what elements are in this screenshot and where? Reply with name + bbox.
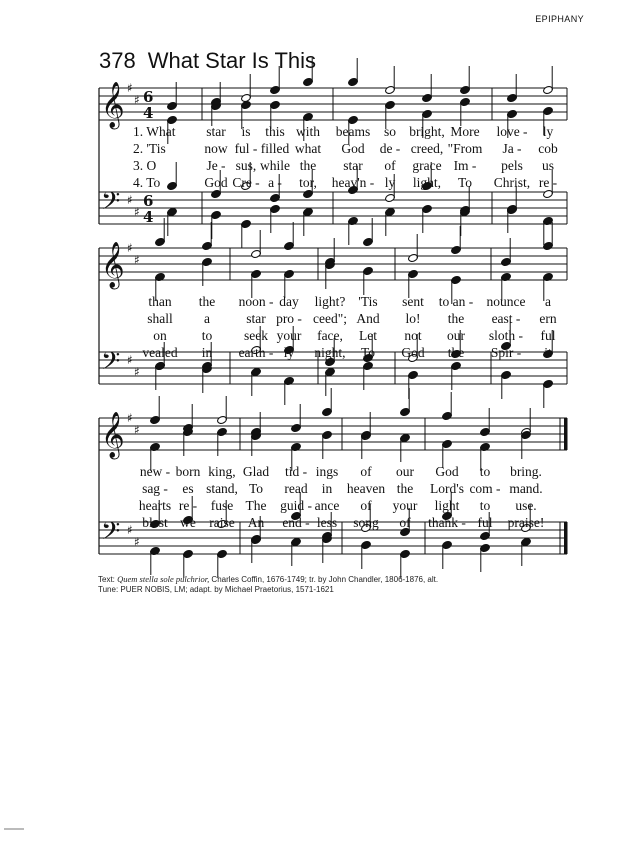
lyric-syllable: born (175, 464, 201, 479)
section-label: EPIPHANY (535, 14, 584, 24)
lyric-syllable: ern (539, 311, 557, 326)
time-signature-top: 6 (143, 88, 154, 106)
lyric-syllable: Ja - (502, 141, 522, 156)
lyric-syllable: tid - (284, 464, 308, 479)
sharp-icon: ♯ (127, 523, 133, 537)
lyric-syllable: east - (491, 311, 521, 326)
lyric-syllable: star (246, 311, 266, 326)
lyric-syllable: The (245, 498, 267, 513)
lyric-syllable: seek (244, 328, 268, 343)
lyric-syllable: stand, (206, 481, 238, 496)
lyric-syllable: us (541, 158, 555, 173)
lyric-syllable: we (180, 515, 196, 530)
lyric-syllable: creed, (410, 141, 444, 156)
lyric-syllable: the (447, 345, 465, 360)
lyric-syllable: To (248, 481, 264, 496)
lyric-syllable: of (399, 515, 411, 530)
text-credit: Text: Quem stella sole pulchrior, Charles Coffin, 1676-1749; tr. by John Chandler, 1806-1876, alt. (98, 574, 439, 584)
lyric-syllable: fuse (210, 498, 234, 513)
lyric-syllable: so (383, 124, 397, 139)
lyric-syllable: earth - (238, 345, 274, 360)
sharp-icon: ♯ (127, 81, 133, 95)
lyric-syllable: 'Tis (358, 294, 378, 309)
lyric-syllable: light, (412, 175, 442, 190)
sharp-icon: ♯ (127, 193, 133, 207)
bass-clef-icon: 𝄢 (101, 187, 121, 222)
lyric-syllable: re - (538, 175, 558, 190)
lyric-syllable: read (284, 481, 308, 496)
sharp-icon: ♯ (127, 353, 133, 367)
lyric-syllable: praise! (507, 515, 545, 530)
lyric-syllable: 1. What (133, 124, 176, 139)
lyric-syllable: And (356, 311, 380, 326)
lyric-syllable: star (343, 158, 363, 173)
lyric-syllable: love - (496, 124, 528, 139)
hymn-title-text: What Star Is This (147, 48, 317, 73)
lyric-syllable: to (479, 464, 491, 479)
lyric-syllable: this (265, 124, 285, 139)
lyric-syllable: light? (314, 294, 346, 309)
lyric-syllable: "From (447, 141, 483, 156)
treble-clef-icon: 𝄞 (101, 412, 125, 458)
text-source-title: Quem stella sole pulchrior, (117, 574, 210, 584)
lyric-syllable: to an - (438, 294, 474, 309)
lyric-syllable: day (279, 294, 299, 309)
sharp-icon: ♯ (134, 93, 140, 107)
lyric-syllable: end - (282, 515, 310, 530)
lyric-syllable: light (434, 498, 460, 513)
lyric-syllable: is (241, 124, 251, 139)
lyric-syllable: pro - (276, 311, 302, 326)
lyric-syllable: what (294, 141, 322, 156)
sharp-icon: ♯ (134, 253, 140, 267)
lyric-syllable: the (198, 294, 216, 309)
lyric-syllable: Let (359, 328, 377, 343)
lyric-syllable: Christ, (493, 175, 531, 190)
hymn-number: 378 (99, 48, 136, 73)
lyric-syllable: a (545, 294, 551, 309)
lyric-syllable: 3. O (133, 158, 157, 173)
lyric-syllable: noon - (238, 294, 274, 309)
lyric-syllable: than (148, 294, 172, 309)
lyric-syllable: ly (384, 175, 396, 190)
lyric-syllable: in (201, 345, 213, 360)
lyric-syllable: God (401, 345, 425, 360)
lyric-syllable: our (396, 464, 414, 479)
lyric-syllable: on (153, 328, 167, 343)
lyric-syllable: sloth - (488, 328, 524, 343)
lyric-syllable: ly (542, 124, 554, 139)
lyric-syllable: to (479, 498, 491, 513)
lyric-syllable: thank - (428, 515, 466, 530)
lyric-syllable: your (392, 498, 418, 513)
sharp-icon: ♯ (134, 423, 140, 437)
lyric-syllable: Cre - (232, 175, 260, 190)
lyric-syllable: song (353, 515, 379, 530)
lyric-syllable: God (204, 175, 228, 190)
lyric-syllable: a - (268, 175, 282, 190)
lyric-syllable: while (260, 158, 290, 173)
lyric-syllable: shall (147, 311, 173, 326)
lyric-syllable: cob (538, 141, 558, 156)
lyric-syllable: pels (501, 158, 523, 173)
lyric-syllable: ings (315, 464, 339, 479)
lyric-syllable: king, (208, 464, 236, 479)
sharp-icon: ♯ (134, 365, 140, 379)
lyric-syllable: with (295, 124, 321, 139)
lyric-syllable: blest (142, 515, 168, 530)
corner-mark (4, 828, 24, 830)
lyric-syllable: now (204, 141, 228, 156)
treble-clef-icon: 𝄞 (101, 82, 125, 128)
sharp-icon: ♯ (134, 205, 140, 219)
lyric-syllable: sent (402, 294, 424, 309)
lyric-syllable: it (544, 345, 552, 360)
lyric-syllable: mand. (509, 481, 543, 496)
lyric-syllable: grace (412, 158, 442, 173)
lyric-syllable: of (360, 498, 372, 513)
lyric-syllable: heaven (346, 481, 386, 496)
lyric-syllable: Je - (206, 158, 226, 173)
lyric-syllable: star (206, 124, 226, 139)
lyric-syllable: ance (314, 498, 340, 513)
credits (98, 574, 438, 595)
lyric-syllable: the (396, 481, 414, 496)
time-signature-bottom: 4 (143, 208, 154, 226)
final-barline (564, 418, 567, 450)
sharp-icon: ♯ (127, 411, 133, 425)
lyric-syllable: your (276, 328, 302, 343)
lyric-syllable: bright, (409, 124, 445, 139)
lyric-syllable: 4. To (133, 175, 161, 190)
lyric-syllable: To (360, 345, 376, 360)
lyric-syllable: use. (515, 498, 537, 513)
lyric-syllable: ceed"; (313, 311, 347, 326)
lyric-syllable: filled (260, 141, 290, 156)
lyric-syllable: beams (335, 124, 371, 139)
lyric-syllable: To (457, 175, 473, 190)
lyric-syllable: Glad (242, 464, 270, 479)
lyric-syllable: not (404, 328, 422, 343)
lyric-syllable: our (447, 328, 465, 343)
lyric-syllable: lo! (405, 311, 421, 326)
lyric-syllable: night, (314, 345, 346, 360)
lyric-syllable: ly (283, 345, 295, 360)
lyric-syllable: tor, (299, 175, 317, 190)
lyric-syllable: to (201, 328, 213, 343)
lyric-syllable: de - (379, 141, 401, 156)
lyric-syllable: less (316, 515, 338, 530)
time-signature-bottom: 4 (143, 104, 154, 122)
lyric-syllable: the (447, 311, 465, 326)
lyric-syllable: es (182, 481, 194, 496)
lyric-syllable: More (450, 124, 480, 139)
lyric-syllable: heav'n - (331, 175, 375, 190)
lyric-syllable: 2. 'Tis (133, 141, 166, 156)
lyric-syllable: ful (540, 328, 556, 343)
lyric-syllable: of (384, 158, 396, 173)
time-signature-top: 6 (143, 192, 154, 210)
tune-credit: Tune: PUER NOBIS, LM; adapt. by Michael Praetorius, 1571-1621 (98, 585, 334, 594)
sharp-icon: ♯ (134, 535, 140, 549)
lyric-syllable: sus, (235, 158, 257, 173)
bass-clef-icon: 𝄢 (101, 347, 121, 382)
lyric-syllable: re - (178, 498, 198, 513)
lyric-syllable: Lord's (430, 481, 464, 496)
lyric-syllable: of (360, 464, 372, 479)
lyric-syllable: vealed (142, 345, 178, 360)
lyric-syllable: God (435, 464, 459, 479)
lyric-syllable: ful - (234, 141, 258, 156)
lyric-syllable: com - (469, 481, 501, 496)
treble-clef-icon: 𝄞 (101, 242, 125, 288)
lyric-syllable: guid - (280, 498, 312, 513)
lyric-syllable: the (299, 158, 317, 173)
lyric-syllable: Im - (453, 158, 477, 173)
lyric-syllable: in (321, 481, 333, 496)
lyric-syllable: a (204, 311, 210, 326)
lyric-syllable: Spir - (490, 345, 522, 360)
lyric-syllable: ful (477, 515, 493, 530)
lyric-syllable: face, (317, 328, 343, 343)
lyric-syllable: raise (209, 515, 235, 530)
lyric-syllable: nounce (486, 294, 526, 309)
lyric-syllable: An (247, 515, 265, 530)
bass-clef-icon: 𝄢 (101, 517, 121, 552)
lyric-syllable: sag - (142, 481, 168, 496)
final-barline (564, 522, 567, 554)
lyric-syllable: bring. (510, 464, 542, 479)
lyric-syllable: God (341, 141, 365, 156)
lyric-syllable: new - (139, 464, 171, 479)
sharp-icon: ♯ (127, 241, 133, 255)
lyric-syllable: hearts (138, 498, 172, 513)
